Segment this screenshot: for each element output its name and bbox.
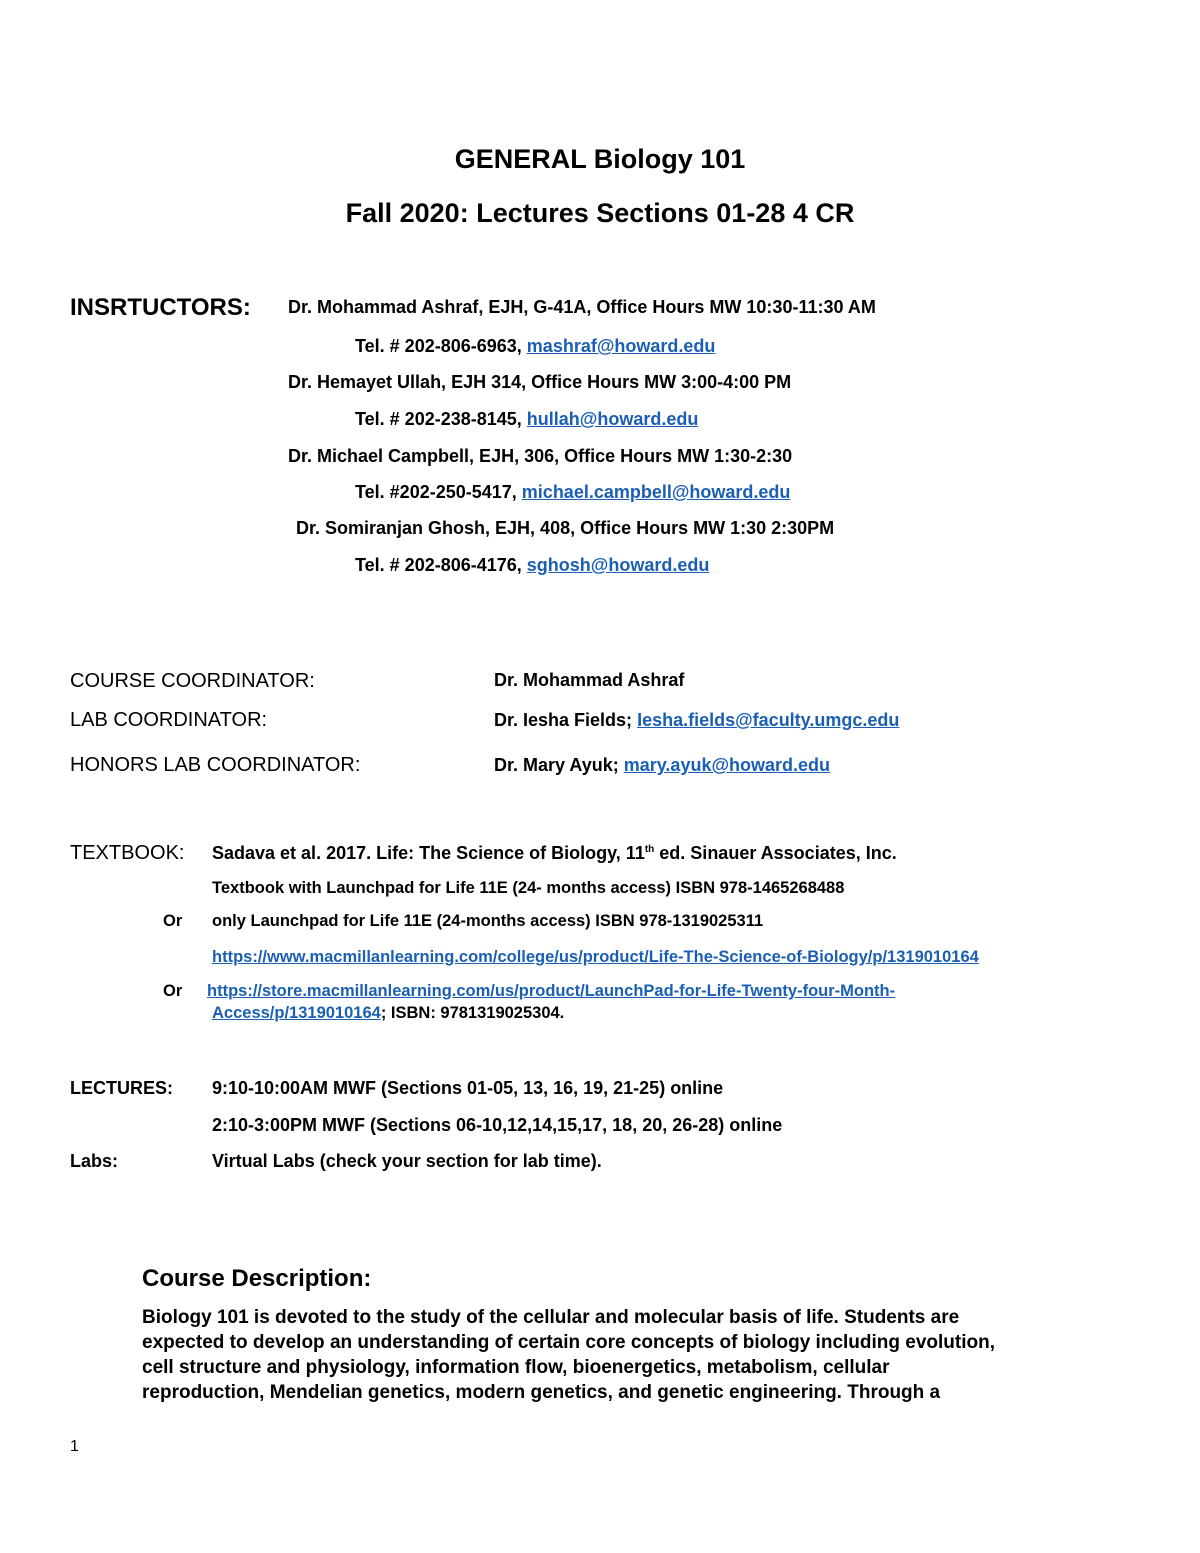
instructor-4-email-link[interactable]: sghosh@howard.edu [526,555,710,575]
course-description-heading: Course Description: [142,1265,372,1292]
instructor-4-info: Dr. Somiranjan Ghosh, EJH, 408, Office Hours MW 1:30 2:30PM [296,518,835,538]
instructor-3-email-link[interactable]: michael.campbell@howard.edu [521,482,791,502]
textbook-option-2: only Launchpad for Life 11E (24-months access) ISBN 978-1319025311 [212,912,764,930]
instructor-4-tel: Tel. # 202-806-4176, [355,555,522,575]
course-description-body [142,1305,1122,1405]
textbook-or-1: Or [163,912,183,930]
textbook-url-1-link[interactable]: https://www.macmillanlearning.com/college/us/product/Life-The-Science-of-Biology/p/1319010164 [212,948,979,966]
lectures-line-2: 2:10-3:00PM MWF (Sections 06-10,12,14,15,17, 18, 20, 26-28) online [212,1115,783,1135]
instructor-3-contact [355,482,790,503]
instructor-1-email-link[interactable]: mashraf@howard.edu [526,336,716,356]
honors-lab-coordinator-email-link[interactable]: mary.ayuk@howard.edu [623,755,831,775]
course-coordinator-label: COURSE COORDINATOR: [70,670,315,692]
labs-label: Labs: [70,1151,119,1171]
textbook-label: TEXTBOOK: [70,842,185,864]
instructor-1-info: Dr. Mohammad Ashraf, EJH, G-41A, Office Hours MW 10:30-11:30 AM [288,297,876,317]
textbook-option-1: Textbook with Launchpad for Life 11E (24- months access) ISBN 978-1465268488 [212,879,845,897]
page-number: 1 [70,1438,79,1455]
instructor-1-tel: Tel. # 202-806-6963, [355,336,522,356]
lab-coordinator-label: LAB COORDINATOR: [70,709,268,731]
lab-coordinator-name: Dr. Iesha Fields; [494,710,633,730]
course-description-line: expected to develop an understanding of certain core concepts of biology including evolution, [142,1332,995,1353]
instructor-3-tel: Tel. #202-250-5417, [355,482,517,502]
textbook-main [212,843,897,864]
textbook-isbn: ; ISBN: 9781319025304. [380,1004,565,1022]
textbook-url-2-cont-link[interactable]: Access/p/1319010164 [212,1004,381,1022]
page-subtitle: Fall 2020: Lectures Sections 01-28 4 CR [345,198,855,228]
honors-lab-coordinator-contact [494,755,830,776]
course-description-line: cell structure and physiology, information flow, bioenergetics, metabolism, cellular [142,1357,890,1378]
instructor-2-tel: Tel. # 202-238-8145, [355,409,522,429]
lectures-label: LECTURES: [70,1078,173,1098]
textbook-or-2: Or [163,982,183,1000]
instructor-4-contact [355,555,709,576]
page-title: GENERAL Biology 101 [454,144,746,174]
course-coordinator-name: Dr. Mohammad Ashraf [494,670,685,690]
instructor-2-contact [355,409,698,430]
course-description-line: Biology 101 is devoted to the study of the cellular and molecular basis of life. Students are [142,1307,960,1328]
instructor-2-info: Dr. Hemayet Ullah, EJH 314, Office Hours MW 3:00-4:00 PM [288,372,792,392]
honors-lab-coordinator-name: Dr. Mary Ayuk; [494,755,619,775]
textbook-url-2-link[interactable]: https://store.macmillanlearning.com/us/product/LaunchPad-for-Life-Twenty-four-Month- [207,982,896,1000]
lab-coordinator-email-link[interactable]: Iesha.fields@faculty.umgc.edu [637,710,900,730]
labs-text: Virtual Labs (check your section for lab time). [212,1151,602,1171]
lab-coordinator-contact [494,710,899,731]
instructor-1-contact [355,336,715,357]
textbook-edition-sup: th [644,844,655,855]
instructor-2-email-link[interactable]: hullah@howard.edu [526,409,699,429]
textbook-main-text: Sadava et al. 2017. Life: The Science of Biology, 11 [212,843,645,863]
lectures-line-1: 9:10-10:00AM MWF (Sections 01-05, 13, 16, 19, 21-25) online [212,1078,724,1098]
instructors-label: INSRTUCTORS: [70,294,251,321]
instructor-3-info: Dr. Michael Campbell, EJH, 306, Office Hours MW 1:30-2:30 [288,446,793,466]
honors-lab-coordinator-label: HONORS LAB COORDINATOR: [70,754,361,776]
textbook-url-2-line2 [212,1004,564,1023]
course-description-line: reproduction, Mendelian genetics, modern genetics, and genetic engineering. Through a [142,1382,941,1403]
textbook-main-publisher: ed. Sinauer Associates, Inc. [654,843,897,863]
